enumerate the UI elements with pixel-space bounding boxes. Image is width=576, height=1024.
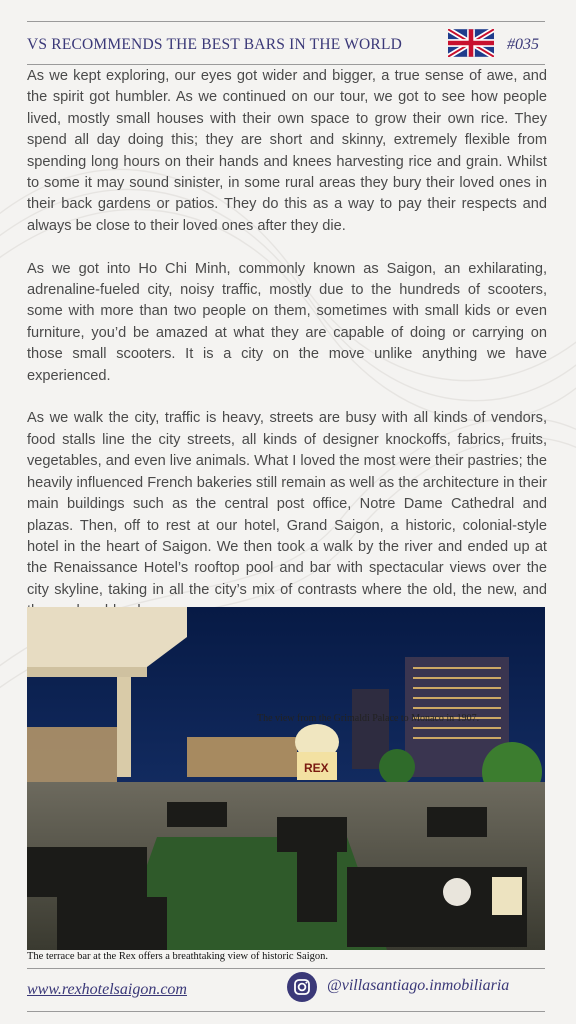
photo-overlay-text: The view from the Grimaldi Palace to Monaco in 1907. bbox=[257, 713, 480, 724]
page-title: VS RECOMMENDS THE BEST BARS IN THE WORLD bbox=[27, 36, 403, 53]
paragraph-3: As we walk the city, traffic is heavy, streets are busy with all kinds of vendors, food stalls line the city streets, all kinds of designer knockoffs, fabrics, fruits, vegetables, and even live animals. What I loved the most were their pastries; the heavily influenced French bakeries still remain as well as the architecture in their main buildings such as the central post office, Notre Dame Cathedral and plazas. Then, off to rest at our hotel, Grand Saigon, a historic, colonial-style hotel in the heart of Saigon. We then took a walk by the river and ended up at the Renaissance Hotel’s rooftop pool and bar with spectacular views over the city skyline, taking in all the city’s mix of contrasts where the old, the new, and bbox=[27, 410, 547, 598]
article-body bbox=[27, 66, 547, 644]
uk-flag-icon bbox=[448, 29, 494, 57]
website-link[interactable]: www.rexhotelsaigon.com bbox=[27, 981, 187, 998]
photo-caption: The terrace bar at the Rex offers a breathtaking view of historic Saigon. bbox=[27, 951, 328, 962]
instagram-icon[interactable] bbox=[287, 972, 317, 1002]
issue-number: #035 bbox=[507, 36, 539, 53]
paragraph-2: As we got into Ho Chi Minh, commonly known as Saigon, an exhilarating, adrenaline-fueled city, noisy traffic, mostly due to the hundreds of scooters, some with more than two people on them, sometimes with small kids or even furniture, you’d be amazed at what they are capable of doing or carrying on those small scooters. It is a city on the move unlike anything we have experienced. bbox=[27, 260, 547, 384]
footer-top-divider bbox=[27, 968, 545, 969]
terrace-bar-photo bbox=[27, 607, 545, 950]
paragraph-1: As we kept exploring, our eyes got wider and bigger, a true sense of awe, and the spirit got humbler. As we continued on our tour, we got to see how people lived, mostly small houses with their own space to grow their own rice. They spend all day doing this; they are short and skinny, extremely flexible from spending long hours on their hands and knees harvesting rice and grain. Whilst to some it may sound sinister, in some rural areas they bury their loved ones in their back gardens or patios. They do this as a way to pay their respects and always be close to their loved ones after they die. bbox=[27, 68, 547, 234]
rex-sign: REX bbox=[304, 761, 329, 775]
footer-bottom-divider bbox=[27, 1011, 545, 1012]
top-divider bbox=[27, 21, 545, 22]
header-divider bbox=[27, 64, 545, 65]
instagram-handle[interactable]: @villasantiago.inmobiliaria bbox=[327, 977, 510, 994]
